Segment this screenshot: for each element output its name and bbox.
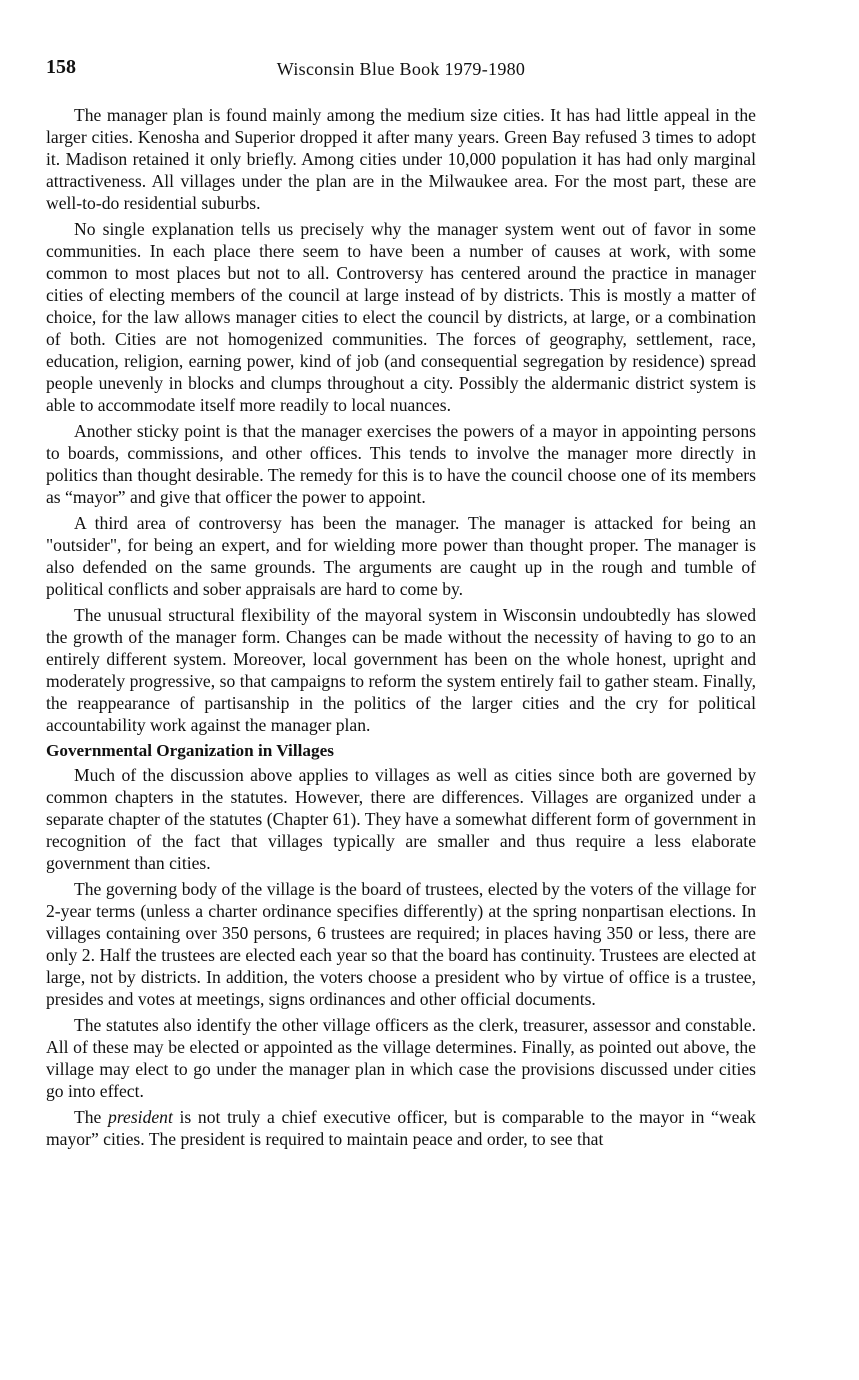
body-paragraph-9 bbox=[46, 1106, 756, 1150]
body-paragraph-1: The manager plan is found mainly among the medium size cities. It has had little appeal in the larger cities. Kenosha and Superior dropped it after many years. Green Bay refused 3 times to adopt it. Madison retained it only briefly. Among cities under 10,000 population it has had only marginal attractiveness. All villages under the plan are in the Milwaukee area. For the most part, these are well-to-do residential suburbs. bbox=[46, 105, 756, 213]
body-paragraph-7: The governing body of the village is the board of trustees, elected by the voters of the village for 2-year terms (unless a charter ordinance specifies differently) at the spring nonpartisan elections. In villages containing over 350 persons, 6 trustees are required; in places having 350 or less, there are only 2. Half the trustees are elected each year so that the board has continuity. Trustees are elected at large, not by districts. In addition, the voters choose a president who by virtue of office is a trustee, presides and votes at meetings, signs ordinances and other official documents. bbox=[46, 879, 756, 1009]
document-page bbox=[46, 54, 756, 1154]
body-paragraph-6: Much of the discussion above applies to villages as well as cities since both are governed by common chapters in the statutes. However, there are differences. Villages are organized under a separate chapter of the statutes (Chapter 61). They have a somewhat different form of government in recognition of the fact that villages typically are smaller and thus require a less elaborate government than cities. bbox=[46, 765, 756, 873]
body-paragraph-3: Another sticky point is that the manager exercises the powers of a mayor in appointing persons to boards, commissions, and other offices. This tends to involve the manager more directly in politics than thought desirable. The remedy for this is to have the council choose one of its members as “mayor” and give that officer the power to appoint. bbox=[46, 421, 756, 507]
section-heading: Governmental Organization in Villages bbox=[46, 741, 334, 760]
page-number: 158 bbox=[46, 56, 76, 78]
p9-rest: is not truly a chief executive officer, but is comparable to the mayor in “weak mayor” cities. The president is required to maintain peace and order, to see that bbox=[46, 1107, 756, 1149]
page-header bbox=[46, 54, 756, 84]
running-head: Wisconsin Blue Book 1979-1980 bbox=[276, 59, 526, 79]
body-paragraph-2: No single explanation tells us precisely why the manager system went out of favor in some communities. In each place there seem to have been a number of causes at work, with some common to most places but not to all. Controversy has centered around the practice in manager cities of electing members of the council at large instead of by districts. This is mostly a matter of choice, for the law allows manager cities to elect the council by districts, at large, or a combination of both. Cities are not homogenized communities. The forces of geography, settlement, race, education, religion, earning power, kind of job (and consequential segregation by residence) spread people unevenly in blocks and clumps throughout a city. Possibly the aldermanic district system is able to accommodate itself more readily to local nuances. bbox=[46, 219, 756, 415]
body-paragraph-5: The unusual structural flexibility of the mayoral system in Wisconsin undoubtedly has slowed the growth of the manager form. Changes can be made without the necessity of having to go to an entirely different system. Moreover, local government has been on the whole honest, upright and moderately progressive, so that campaigns to reform the system entirely fail to gather steam. Finally, the reappearance of partisanship in the politics of the larger cities and the cry for political accountability work against the manager plan. bbox=[46, 605, 756, 735]
body-paragraph-8: The statutes also identify the other village officers as the clerk, treasurer, assessor and constable. All of these may be elected or appointed as the village determines. Finally, as pointed out above, the village may elect to go under the manager plan in which case the provisions discussed under cities go into effect. bbox=[46, 1015, 756, 1101]
body-paragraph-4: A third area of controversy has been the manager. The manager is attacked for being an "outsider", for being an expert, and for wielding more power than thought proper. The manager is also defended on the same grounds. The arguments are caught up in the rough and tumble of political conflicts and sober appraisals are hard to come by. bbox=[46, 513, 756, 599]
p9-emphasis: president bbox=[108, 1107, 173, 1127]
p9-lead: The bbox=[74, 1107, 109, 1127]
